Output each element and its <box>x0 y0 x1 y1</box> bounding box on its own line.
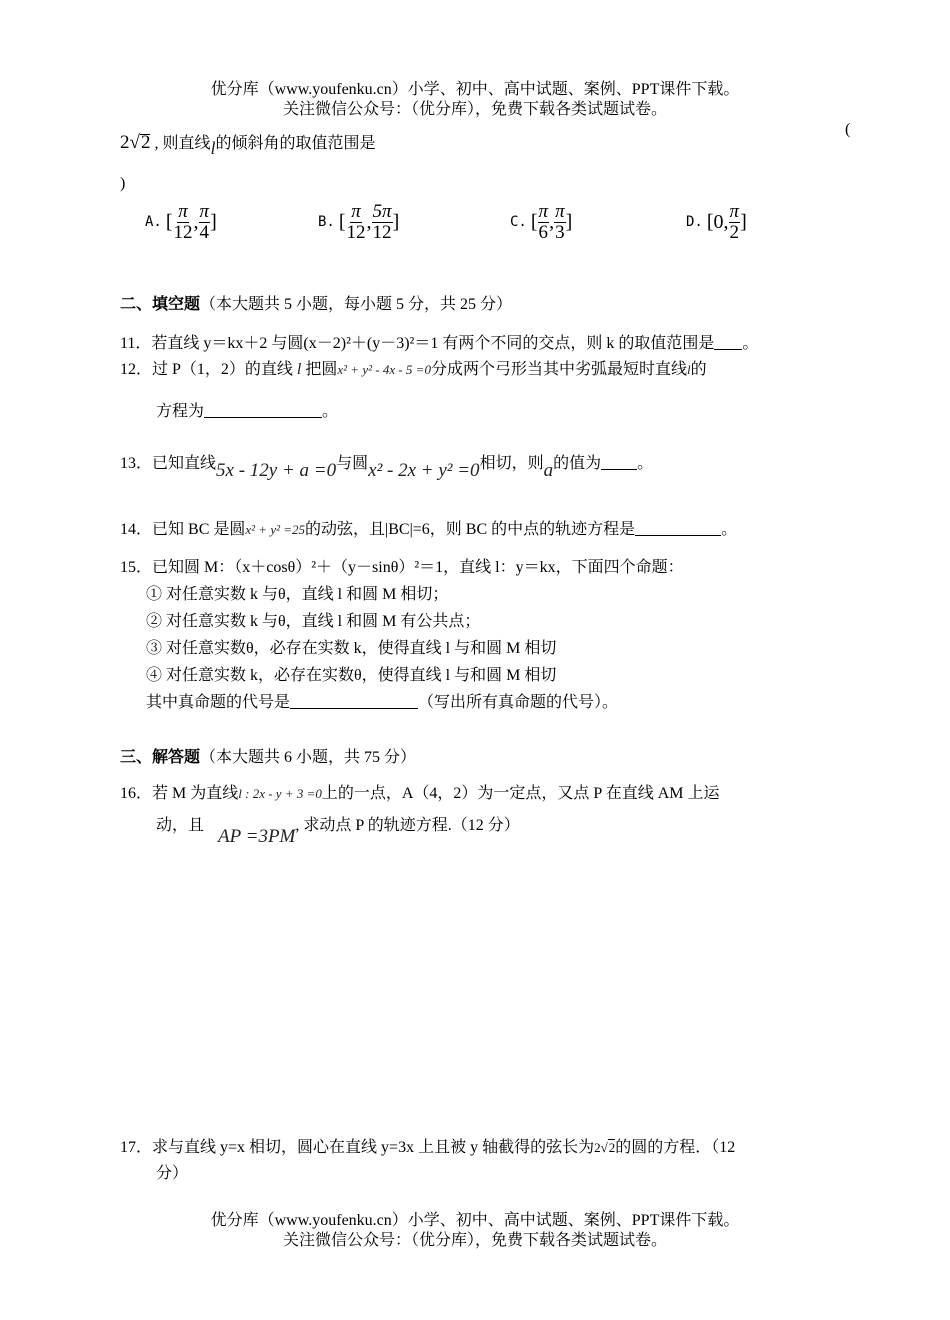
bracket-close: ] <box>740 211 747 233</box>
question-17 <box>120 1134 735 1157</box>
fraction <box>173 202 194 243</box>
question-text-a: 已知 BC 是圆 <box>152 521 246 538</box>
question-text-d: 的 <box>690 361 707 378</box>
question-end: 。 <box>721 521 738 538</box>
denominator: 2 <box>729 222 740 243</box>
vector-equation: AP =3PM <box>218 826 296 847</box>
denominator: 12 <box>346 222 366 243</box>
question-text: 若直线 y＝kx＋2 与圆(x－2)²＋(y－3)²＝1 有两个不同的交点，则 k 的取值范围是 <box>151 335 715 352</box>
fraction <box>538 202 550 243</box>
question-text-a: 过 P（1，2）的直线 <box>152 361 297 378</box>
question-text: 方程为 <box>156 403 205 420</box>
question-text-b: , 求动点 P 的轨迹方程.（12 分） <box>295 817 520 834</box>
var-l: l <box>296 361 302 378</box>
circle-equation: x² + y² =25 <box>245 522 306 537</box>
denominator: 12 <box>173 222 193 243</box>
sqrt-coef: 2 <box>120 132 130 153</box>
proposition-2: ② 对任意实数 k 与θ，直线 l 和圆 M 有公共点； <box>146 613 481 630</box>
question-16 <box>120 780 720 803</box>
question-end: 。 <box>322 403 339 420</box>
fraction <box>554 202 566 243</box>
question-text-b: 上的一点，A（4，2）为一定点，又点 P 在直线 AM 上运 <box>321 785 720 802</box>
proposition-1: ① 对任意实数 k 与θ，直线 l 和圆 M 相切； <box>146 586 449 603</box>
question-11 <box>120 330 758 353</box>
choice-label: C. <box>510 214 527 231</box>
fraction <box>729 202 741 243</box>
question-number: 11． <box>120 335 152 352</box>
answer-blank <box>635 519 721 536</box>
choice-c <box>510 202 572 243</box>
denominator: 3 <box>555 222 565 243</box>
question-end: 。 <box>637 455 654 472</box>
question-text: 动，且 <box>156 817 205 834</box>
choice-d <box>686 202 747 243</box>
q10-text-b: 的倾斜角的取值范围是 <box>215 135 376 152</box>
question-number: 15． <box>120 559 153 576</box>
choice-label: A. <box>145 214 162 231</box>
question-number: 12． <box>120 361 153 378</box>
question-15 <box>120 554 684 577</box>
numerator: π <box>178 201 188 222</box>
question-text-b: 的动弦，且|BC|=6，则 BC 的中点的轨迹方程是 <box>305 521 636 538</box>
section-note: （本大题共 6 小题，共 75 分） <box>200 749 417 766</box>
question-number: 14． <box>120 521 153 538</box>
question-16-line-2 <box>156 812 520 848</box>
question-number: 17． <box>120 1139 153 1156</box>
footer-line-2: 关注微信公众号：（优分库），免费下载各类试题试卷。 <box>282 1232 667 1249</box>
choice-label: B. <box>318 214 335 231</box>
question-14 <box>120 516 737 539</box>
proposition-3: ③ 对任意实数θ，必存在实数 k，使得直线 l 与和圆 M 相切 <box>146 640 557 657</box>
var-l-2: l <box>686 362 691 377</box>
question-text-c: 相切，则 <box>479 455 544 472</box>
question-12 <box>120 356 707 379</box>
question-text-a: 若 M 为直线 <box>152 785 239 802</box>
fraction <box>372 202 393 243</box>
q10-tail-line <box>120 126 375 165</box>
section-title: 三、解答题 <box>120 749 201 766</box>
answer-blank <box>204 401 322 418</box>
line-equation: 5x - 12y + a =0 <box>216 460 337 481</box>
denominator: 12 <box>372 222 392 243</box>
choice-label: D. <box>686 214 703 231</box>
circle-equation: x² + y² - 4x - 5 =0 <box>337 362 431 377</box>
numerator: π <box>729 201 740 222</box>
sqrt-sign: √ <box>600 1140 608 1155</box>
question-text-c: 分成两个弓形当其中劣弧最短时直线 <box>430 361 687 378</box>
choice-a <box>145 202 217 243</box>
question-number: 13． <box>120 455 153 472</box>
fraction <box>346 202 367 243</box>
question-end: 。 <box>742 335 759 352</box>
q10-paren-open: ( <box>845 121 851 138</box>
fraction <box>199 202 211 243</box>
denominator: 6 <box>538 222 549 243</box>
question-12-line-2 <box>156 398 338 421</box>
bracket-close: ] <box>392 211 400 233</box>
question-stem: 已知圆 M：（x＋cosθ）²＋（y－sinθ）²＝1，直线 l：y＝kx，下面四个命题： <box>152 559 684 576</box>
question-text-d: 的值为 <box>553 455 602 472</box>
answer-blank <box>714 333 742 350</box>
answer-blank <box>601 453 637 470</box>
section-note: （本大题共 5 小题，每小题 5 分，共 25 分） <box>200 296 513 313</box>
question-text-b: 与圆 <box>336 455 369 472</box>
proposition-4: ④ 对任意实数 k，必存在实数θ，使得直线 l 与和圆 M 相切 <box>146 667 557 684</box>
var-a: a <box>543 460 554 481</box>
circle-equation: x² - 2x + y² =0 <box>368 460 480 481</box>
choice-b <box>318 202 399 243</box>
bracket-open: [0, <box>706 211 729 233</box>
numerator: π <box>351 201 361 222</box>
bracket-open: [ <box>530 211 538 233</box>
ask-text-a: 其中真命题的代号是 <box>146 694 291 711</box>
comma: , <box>366 211 372 233</box>
line-equation: l : 2x - y + 3 =0 <box>238 786 322 801</box>
question-15-ask <box>146 689 618 712</box>
section-title: 二、填空题 <box>120 296 201 313</box>
question-number: 16． <box>120 785 153 802</box>
sqrt-arg: 2 <box>608 1140 616 1155</box>
question-text-a: 已知直线 <box>152 455 217 472</box>
numerator: π <box>555 201 565 222</box>
comma: , <box>549 211 555 233</box>
bracket-open: [ <box>338 211 346 233</box>
header-line-1: 优分库（www.youfenku.cn）小学、初中、高中试题、案例、PPT课件下载。 <box>210 81 740 98</box>
numerator: π <box>538 201 549 222</box>
sqrt-coef: 2 <box>594 1140 601 1155</box>
question-13 <box>120 450 653 482</box>
question-17-line-2: 分） <box>156 1165 189 1182</box>
question-text-b: 把圆 <box>301 361 338 378</box>
comma: , <box>193 211 199 233</box>
ask-text-b: （写出所有真命题的代号）。 <box>418 694 619 711</box>
numerator: 5π <box>372 201 392 222</box>
answer-blank <box>290 692 418 709</box>
q10-paren-close: ) <box>120 175 126 192</box>
bracket-close: ] <box>210 211 217 233</box>
header-line-2: 关注微信公众号：（优分库），免费下载各类试题试卷。 <box>282 101 667 118</box>
bracket-close: ] <box>565 211 573 233</box>
footer-line-1: 优分库（www.youfenku.cn）小学、初中、高中试题、案例、PPT课件下载。 <box>210 1212 740 1229</box>
var-l: l <box>210 138 216 158</box>
numerator: π <box>199 201 210 222</box>
section-3-heading <box>120 744 416 767</box>
section-2-heading <box>120 291 512 314</box>
sqrt-arg: 2 <box>140 132 151 153</box>
sqrt-sign: √ <box>129 132 140 153</box>
question-text-b: 的圆的方程．（12 <box>615 1139 736 1156</box>
bracket-open: [ <box>165 211 173 233</box>
question-text-a: 求与直线 y=x 相切，圆心在直线 y=3x 上且被 y 轴截得的弦长为 <box>152 1139 595 1156</box>
denominator: 4 <box>199 222 210 243</box>
q10-text-a: , 则直线 <box>154 135 211 152</box>
